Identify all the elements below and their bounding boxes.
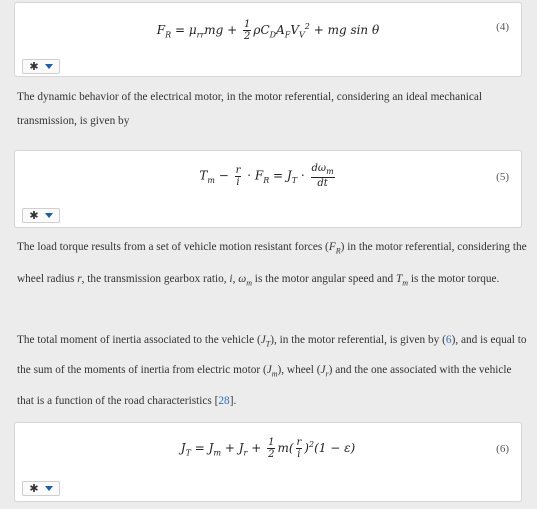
caret-down-icon <box>45 64 53 69</box>
reference-28-link[interactable]: 28 <box>218 394 230 407</box>
equation-number-4: (4) <box>496 21 509 33</box>
equation-formula-4: $F_R = \mu_{rr}mg$ + $\frac{1}{2}$ $\rho C_DA_FV_V^2$ + mg sin θ <box>156 19 380 42</box>
equation-box-4 <box>14 2 522 77</box>
equation-menu-button-6[interactable] <box>22 481 60 496</box>
equation-menu-button-4[interactable] <box>22 59 60 74</box>
paragraph-2: The load torque results from a set of vehicle motion resistant forces $(F_R)$ in the motor referential, considering the wheel radius r, the transmission gearbox ratio, i, $\omega_m$ is the motor angular speed and $T_m$ is the motor torque. <box>17 241 527 288</box>
caret-down-icon <box>45 486 53 491</box>
equation-formula-5: $T_m$ − $\frac{r}{i}$ · $F_R = J_T$ · $\frac{d\omega_m}{dt}$ <box>199 163 334 189</box>
caret-down-icon <box>45 213 53 218</box>
equation-box-5 <box>14 150 522 228</box>
equation-number-6: (6) <box>496 443 509 455</box>
equation-menu-button-5[interactable] <box>22 208 60 223</box>
equation-formula-6: $J_T = J_m + J_r$ + $\frac{1}{2}$ m( $\frac{r}{i}$ )$^2$(1 − ε) <box>180 437 356 460</box>
paragraph-3: The total moment of inertia associated to the vehicle $(J_T)$, in the motor referential, is given by (6), and is equal to the sum of the moments of inertia from electric motor $(J_m)$, wheel $(J_r)$ and the one associated with the vehicle that is a function of the road characteristics [28]. <box>17 334 527 407</box>
equation-6-link[interactable]: 6 <box>445 334 452 346</box>
gear-icon: ✱ <box>29 209 39 222</box>
gear-icon: ✱ <box>29 60 39 73</box>
gear-icon: ✱ <box>29 482 39 495</box>
paragraph-1 <box>17 85 527 133</box>
equation-box-6 <box>14 422 522 502</box>
paragraph-1-text: The dynamic behavior of the electrical motor, in the motor referential, considering an ideal mechanical transmission, is given by <box>17 91 483 127</box>
equation-number-5: (5) <box>496 171 509 183</box>
